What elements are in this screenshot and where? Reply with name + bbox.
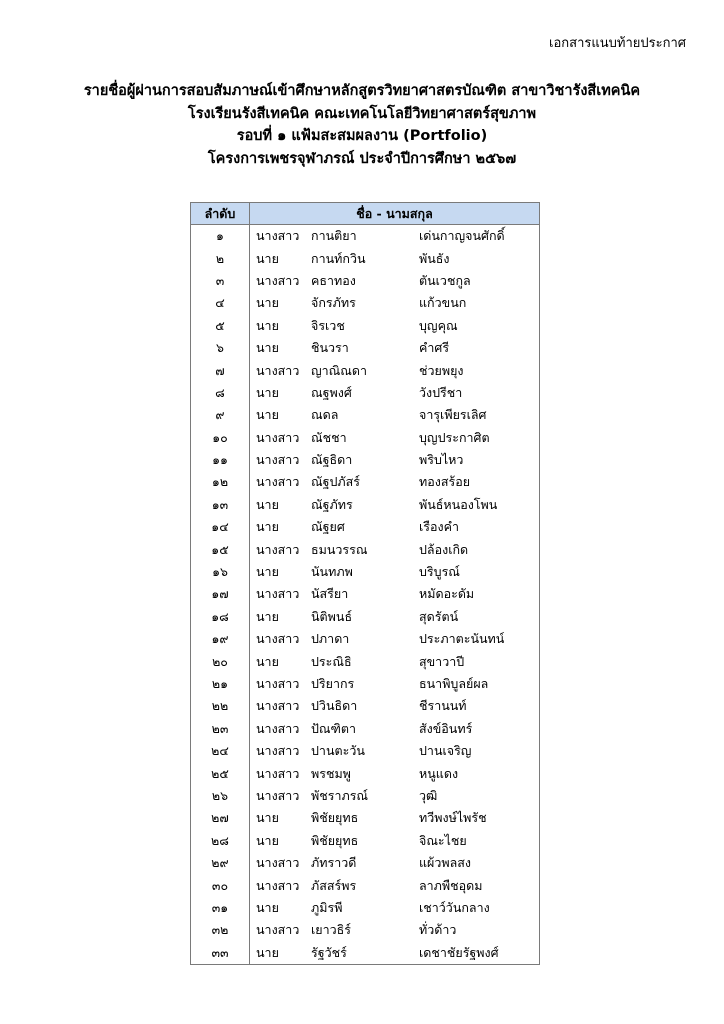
table-row: [191, 785, 540, 807]
name-prefix: นาย: [256, 564, 279, 580]
first-name: ประณิธิ: [311, 653, 352, 669]
row-number: ๓: [191, 270, 250, 292]
first-name: พรชมพู: [311, 765, 351, 781]
row-full-name: [250, 628, 540, 650]
last-name: ธนาพิบูลย์ผล: [419, 676, 489, 691]
first-name: นัสรียา: [311, 586, 349, 602]
first-name: พิชัยยุทธ: [311, 810, 359, 826]
last-name: หนูแดง: [419, 765, 459, 781]
last-name: ทั่วด้าว: [419, 922, 457, 938]
table-row: [191, 695, 540, 717]
last-name: วังปรีชา: [419, 384, 463, 400]
first-name: พัชราภรณ์: [311, 787, 369, 803]
row-full-name: [250, 583, 540, 605]
header-note: เอกสารแนบท้ายประกาศ: [549, 36, 686, 51]
table-row: [191, 942, 540, 965]
row-full-name: [250, 919, 540, 941]
first-name: ณัชชา: [311, 429, 347, 445]
row-number: ๑๘: [191, 606, 250, 628]
title-line: รอบที่ ๑ แฟ้มสะสมผลงาน (Portfolio): [236, 128, 488, 144]
last-name: บุญประกาศิต: [419, 429, 490, 445]
first-name: กานท์กวิน: [311, 250, 366, 266]
row-full-name: [250, 718, 540, 740]
table-row: [191, 427, 540, 449]
row-number: ๑๑: [191, 449, 250, 471]
row-number: ๖: [191, 337, 250, 359]
table-row: [191, 650, 540, 672]
first-name: ณัฐภัทร: [311, 496, 353, 512]
last-name: พริบไหว: [419, 452, 464, 468]
table-body: [191, 225, 540, 965]
first-name: กานติยา: [311, 228, 357, 244]
first-name: ปภาดา: [311, 631, 350, 647]
row-number: ๓๒: [191, 919, 250, 941]
table-row: [191, 673, 540, 695]
row-number: ๓๐: [191, 874, 250, 896]
name-prefix: นาย: [256, 250, 279, 266]
last-name: ช่วยพยุง: [419, 362, 464, 378]
last-name: ปานเจริญ: [419, 743, 472, 759]
row-number: ๒๖: [191, 785, 250, 807]
row-number: ๑๓: [191, 494, 250, 516]
last-name: ตันเวชกูล: [419, 272, 471, 288]
name-prefix: นาย: [256, 899, 279, 915]
first-name: จักรภัทร: [311, 295, 356, 311]
first-name: ณัฐธิดา: [311, 452, 353, 468]
last-name: เชาว์วันกลาง: [419, 899, 490, 915]
first-name: เยาวธิร์: [311, 922, 351, 938]
row-full-name: [250, 874, 540, 896]
last-name: เด่นกาญจนศักดิ์: [419, 228, 505, 244]
header-no: ลำดับ: [191, 203, 250, 225]
row-number: ๒๘: [191, 830, 250, 852]
name-prefix: นาย: [256, 384, 279, 400]
first-name: พิชัยยุทธ: [311, 832, 359, 848]
row-number: ๒๒: [191, 695, 250, 717]
name-prefix: นางสาว: [256, 452, 300, 468]
last-name: เดชาชัยรัฐพงศ์: [419, 944, 499, 960]
name-prefix: นางสาว: [256, 362, 300, 378]
name-prefix: นางสาว: [256, 676, 300, 691]
row-full-name: [250, 516, 540, 538]
title-line: โครงการเพชรจุฬาภรณ์ ประจำปีการศึกษา ๒๕๖๗: [207, 150, 517, 167]
row-number: ๒๙: [191, 852, 250, 874]
table-row: [191, 538, 540, 560]
table-row: [191, 404, 540, 426]
first-name: ญาณิณดา: [311, 362, 367, 378]
name-prefix: นาย: [256, 340, 279, 356]
table-row: [191, 225, 540, 248]
first-name: รัฐวัชร์: [311, 944, 347, 960]
first-name: นิติพนธ์: [311, 608, 353, 624]
row-number: ๗: [191, 359, 250, 381]
table-row: [191, 606, 540, 628]
table-row: [191, 561, 540, 583]
first-name: ปวินธิดา: [311, 698, 358, 714]
first-name: ภัทราวดี: [311, 855, 357, 871]
table-row: [191, 494, 540, 516]
table-row: [191, 807, 540, 829]
row-full-name: [250, 427, 540, 449]
row-full-name: [250, 270, 540, 292]
table-header-row: [191, 203, 540, 225]
name-prefix: นาย: [256, 295, 279, 311]
table-row: [191, 247, 540, 269]
table-row: [191, 762, 540, 784]
name-prefix: นางสาว: [256, 922, 300, 938]
name-prefix: นางสาว: [256, 631, 300, 647]
row-number: ๒๗: [191, 807, 250, 829]
table-row: [191, 740, 540, 762]
name-prefix: นางสาว: [256, 586, 300, 602]
table-row: [191, 359, 540, 381]
first-name: ปัณฑิตา: [311, 720, 357, 736]
name-prefix: นาย: [256, 944, 279, 960]
row-number: ๒๔: [191, 740, 250, 762]
table-row: [191, 583, 540, 605]
last-name: พันธัง: [419, 250, 450, 266]
table-row: [191, 718, 540, 740]
row-full-name: [250, 404, 540, 426]
row-full-name: [250, 337, 540, 359]
last-name: สุดรัตน์: [419, 608, 459, 624]
first-name: ปานตะวัน: [311, 743, 365, 759]
name-prefix: นางสาว: [256, 743, 300, 759]
name-prefix: นาย: [256, 407, 279, 423]
table-row: [191, 471, 540, 493]
last-name: พันธ์หนองโพน: [419, 496, 498, 512]
row-full-name: [250, 807, 540, 829]
last-name: ชีรานนท์: [419, 698, 467, 714]
table-row: [191, 449, 540, 471]
last-name: แผ้วพลสง: [419, 855, 472, 871]
row-full-name: [250, 695, 540, 717]
row-number: ๓๑: [191, 897, 250, 919]
title-line: รายชื่อผู้ผ่านการสอบสัมภาษณ์เข้าศึกษาหลักสูตรวิทยาศาสตรบัณฑิต สาขาวิชารังสีเทคนิค: [83, 83, 641, 99]
first-name: ปริยากร: [311, 676, 355, 691]
row-number: ๘: [191, 382, 250, 404]
row-full-name: [250, 292, 540, 314]
row-full-name: [250, 359, 540, 381]
name-prefix: นางสาว: [256, 855, 300, 871]
row-full-name: [250, 606, 540, 628]
row-full-name: [250, 315, 540, 337]
first-name: ณัฐยศ: [311, 519, 345, 535]
row-number: ๒: [191, 247, 250, 269]
row-number: ๑๐: [191, 427, 250, 449]
row-number: ๙: [191, 404, 250, 426]
table-row: [191, 874, 540, 896]
name-prefix: นาย: [256, 653, 279, 669]
first-name: ชินวรา: [311, 340, 349, 356]
row-full-name: [250, 449, 540, 471]
row-number: ๒๑: [191, 673, 250, 695]
last-name: วุฒิ: [419, 787, 438, 803]
row-full-name: [250, 225, 540, 248]
row-full-name: [250, 740, 540, 762]
last-name: ประภาตะนันทน์: [419, 631, 505, 647]
last-name: ลาภพืชอุดม: [419, 877, 483, 893]
row-full-name: [250, 942, 540, 965]
row-number: ๓๓: [191, 942, 250, 965]
table-row: [191, 897, 540, 919]
row-number: ๑๒: [191, 471, 250, 493]
row-number: ๔: [191, 292, 250, 314]
table-row: [191, 382, 540, 404]
row-full-name: [250, 247, 540, 269]
row-full-name: [250, 830, 540, 852]
last-name: สุขาวาปี: [419, 653, 465, 669]
name-list-table: [190, 202, 540, 965]
row-full-name: [250, 471, 540, 493]
name-prefix: นางสาว: [256, 765, 300, 781]
row-number: ๑: [191, 225, 250, 248]
name-prefix: นาย: [256, 496, 279, 512]
row-number: ๑๖: [191, 561, 250, 583]
name-prefix: นางสาว: [256, 272, 300, 288]
table-row: [191, 292, 540, 314]
table-row: [191, 315, 540, 337]
row-number: ๑๕: [191, 538, 250, 560]
last-name: บุญคุณ: [419, 317, 458, 333]
name-prefix: นางสาว: [256, 474, 300, 490]
table-row: [191, 337, 540, 359]
table-row: [191, 852, 540, 874]
last-name: ทวีพงษ์ไพรัช: [419, 810, 487, 826]
table-row: [191, 270, 540, 292]
name-prefix: นาย: [256, 519, 279, 535]
header-name: ชื่อ - นามสกุล: [250, 203, 540, 225]
first-name: ธมนวรรณ: [311, 541, 368, 557]
first-name: ณดล: [311, 407, 339, 423]
first-name: คธาทอง: [311, 272, 356, 288]
row-number: ๑๔: [191, 516, 250, 538]
row-full-name: [250, 785, 540, 807]
first-name: ภูมิรพี: [311, 899, 343, 915]
row-full-name: [250, 382, 540, 404]
last-name: จารุเพียรเลิศ: [419, 407, 487, 423]
first-name: นันทภพ: [311, 564, 353, 580]
last-name: คำศรี: [419, 340, 450, 356]
row-full-name: [250, 650, 540, 672]
name-prefix: นางสาว: [256, 877, 300, 893]
row-number: ๑๗: [191, 583, 250, 605]
title-line: โรงเรียนรังสีเทคนิค คณะเทคโนโลยีวิทยาศาสตร์สุขภาพ: [187, 105, 537, 122]
name-prefix: นาย: [256, 317, 279, 333]
row-number: ๑๙: [191, 628, 250, 650]
row-number: ๒๓: [191, 718, 250, 740]
name-prefix: นางสาว: [256, 720, 300, 736]
last-name: แก้วขนก: [419, 295, 467, 311]
name-prefix: นางสาว: [256, 541, 300, 557]
row-full-name: [250, 538, 540, 560]
name-prefix: นางสาว: [256, 698, 300, 714]
last-name: สังข์อินทร์: [419, 720, 473, 736]
last-name: ปล้องเกิด: [419, 541, 469, 557]
row-full-name: [250, 762, 540, 784]
table-row: [191, 919, 540, 941]
row-number: ๕: [191, 315, 250, 337]
first-name: ณัฐปภัสร์: [311, 474, 361, 490]
row-full-name: [250, 897, 540, 919]
name-prefix: นาย: [256, 810, 279, 826]
last-name: จิณะไชย: [419, 832, 467, 848]
row-full-name: [250, 494, 540, 516]
last-name: หมัดอะดัม: [419, 586, 475, 602]
table-row: [191, 516, 540, 538]
row-full-name: [250, 852, 540, 874]
first-name: ภัสสร์พร: [311, 877, 357, 893]
name-prefix: นาย: [256, 832, 279, 848]
last-name: ทองสร้อย: [419, 474, 471, 490]
last-name: บริบูรณ์: [419, 564, 460, 580]
row-full-name: [250, 561, 540, 583]
name-prefix: นางสาว: [256, 429, 300, 445]
table-row: [191, 628, 540, 650]
name-prefix: นาย: [256, 608, 279, 624]
table-row: [191, 830, 540, 852]
row-number: ๒๐: [191, 650, 250, 672]
last-name: เรืองคำ: [419, 519, 459, 535]
first-name: ณฐพงศ์: [311, 384, 352, 400]
first-name: จิรเวช: [311, 317, 345, 333]
name-prefix: นางสาว: [256, 228, 300, 244]
document-title: [0, 80, 724, 170]
row-number: ๒๕: [191, 762, 250, 784]
row-full-name: [250, 673, 540, 695]
name-prefix: นางสาว: [256, 787, 300, 803]
